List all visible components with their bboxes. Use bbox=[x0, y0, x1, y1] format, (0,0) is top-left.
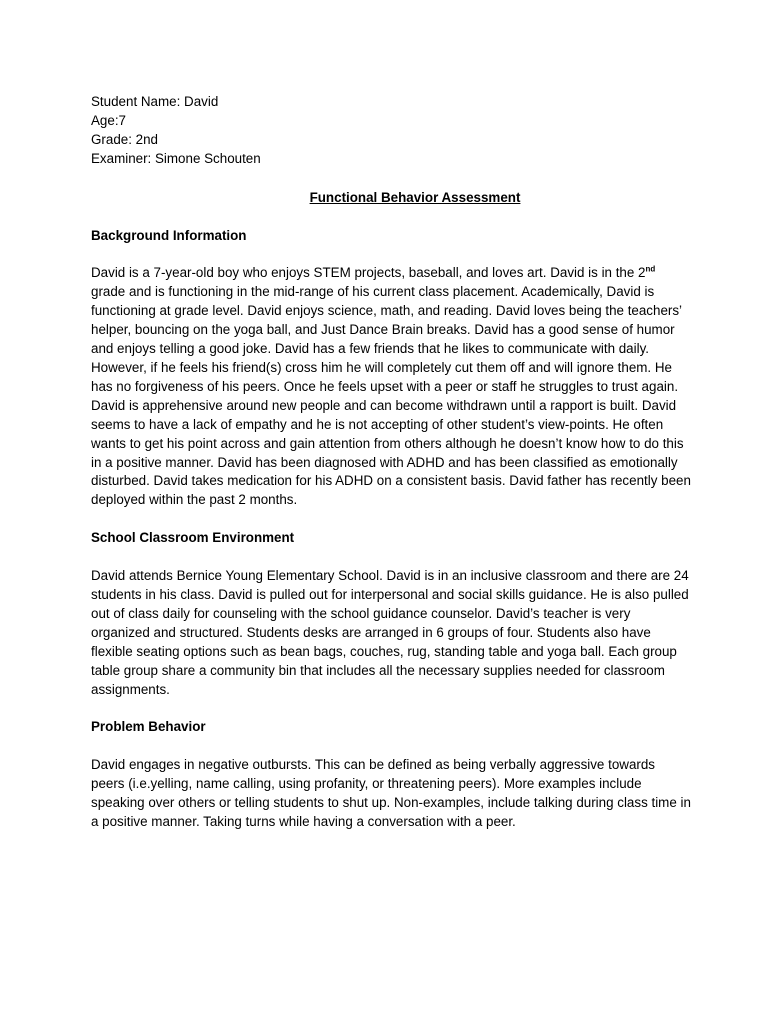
problem-paragraph: David engages in negative outbursts. This can be defined as being verbally aggressive towards peers (i.e.yelling, name calling, using profanity, or threatening peers). More examples include speaking over others or telling students to shut up. Non-examples, include talking during class time in a positive manner. Taking turns while having a conversation with a peer. bbox=[91, 757, 691, 830]
background-text-part2: grade and is functioning in the mid-range of his current class placement. Academically, David is functioning at grade level. David enjoys science, math, and reading. David loves being the teachers’ helper, bouncing on the yoga ball, and Just Dance Brain breaks. David has a good sense of humor and enjoys telling a good joke. David has a few friends that he likes to communicate with daily. However, if he feels his friend(s) cross him he will completely cut them off and will ignore them. He has no forgiveness of his peers. Once he feels upset with a peer or staff he struggles to trust again. David is apprehensive around new people and can become withdrawn until a rapport is built. David seems to have a lack of empathy and he is not accepting of other student’s view-points. He often wants to get his point across and gain attention from others although he doesn’t know how to do this in a positive manner. David has been diagnosed with ADHD and has been classified as emotionally disturbed. David takes medication for his ADHD on a consistent basis. David father has recently been deployed within the past 2 months. bbox=[91, 284, 691, 508]
student-info-block bbox=[91, 93, 691, 169]
grade-line: Grade: 2nd bbox=[91, 131, 158, 147]
problem-heading: Problem Behavior bbox=[91, 719, 206, 735]
background-paragraph bbox=[91, 264, 691, 510]
environment-heading: School Classroom Environment bbox=[91, 530, 295, 546]
document-title: Functional Behavior Assessment bbox=[309, 189, 521, 205]
document-content bbox=[91, 93, 691, 832]
examiner-line: Examiner: Simone Schouten bbox=[91, 150, 261, 166]
ordinal-superscript: nd bbox=[645, 264, 656, 274]
background-heading: Background Information bbox=[91, 227, 247, 243]
environment-paragraph: David attends Bernice Young Elementary School. David is in an inclusive classroom and there are 24 students in his class. David is pulled out for interpersonal and social skills guidance. He is also pulled out of class daily for counseling with the school guidance counselor. David’s teacher is very organized and structured. Students desks are arranged in 6 groups of four. Students also have flexible seating options such as bean bags, couches, rug, standing table and yoga ball. Each group table group share a community bin that includes all the necessary supplies needed for classroom assignments. bbox=[91, 568, 689, 697]
age-line: Age:7 bbox=[91, 112, 126, 128]
background-text-part1: David is a 7-year-old boy who enjoys STEM projects, baseball, and loves art. David is in the 2 bbox=[91, 265, 646, 281]
student-name-line: Student Name: David bbox=[91, 94, 219, 109]
